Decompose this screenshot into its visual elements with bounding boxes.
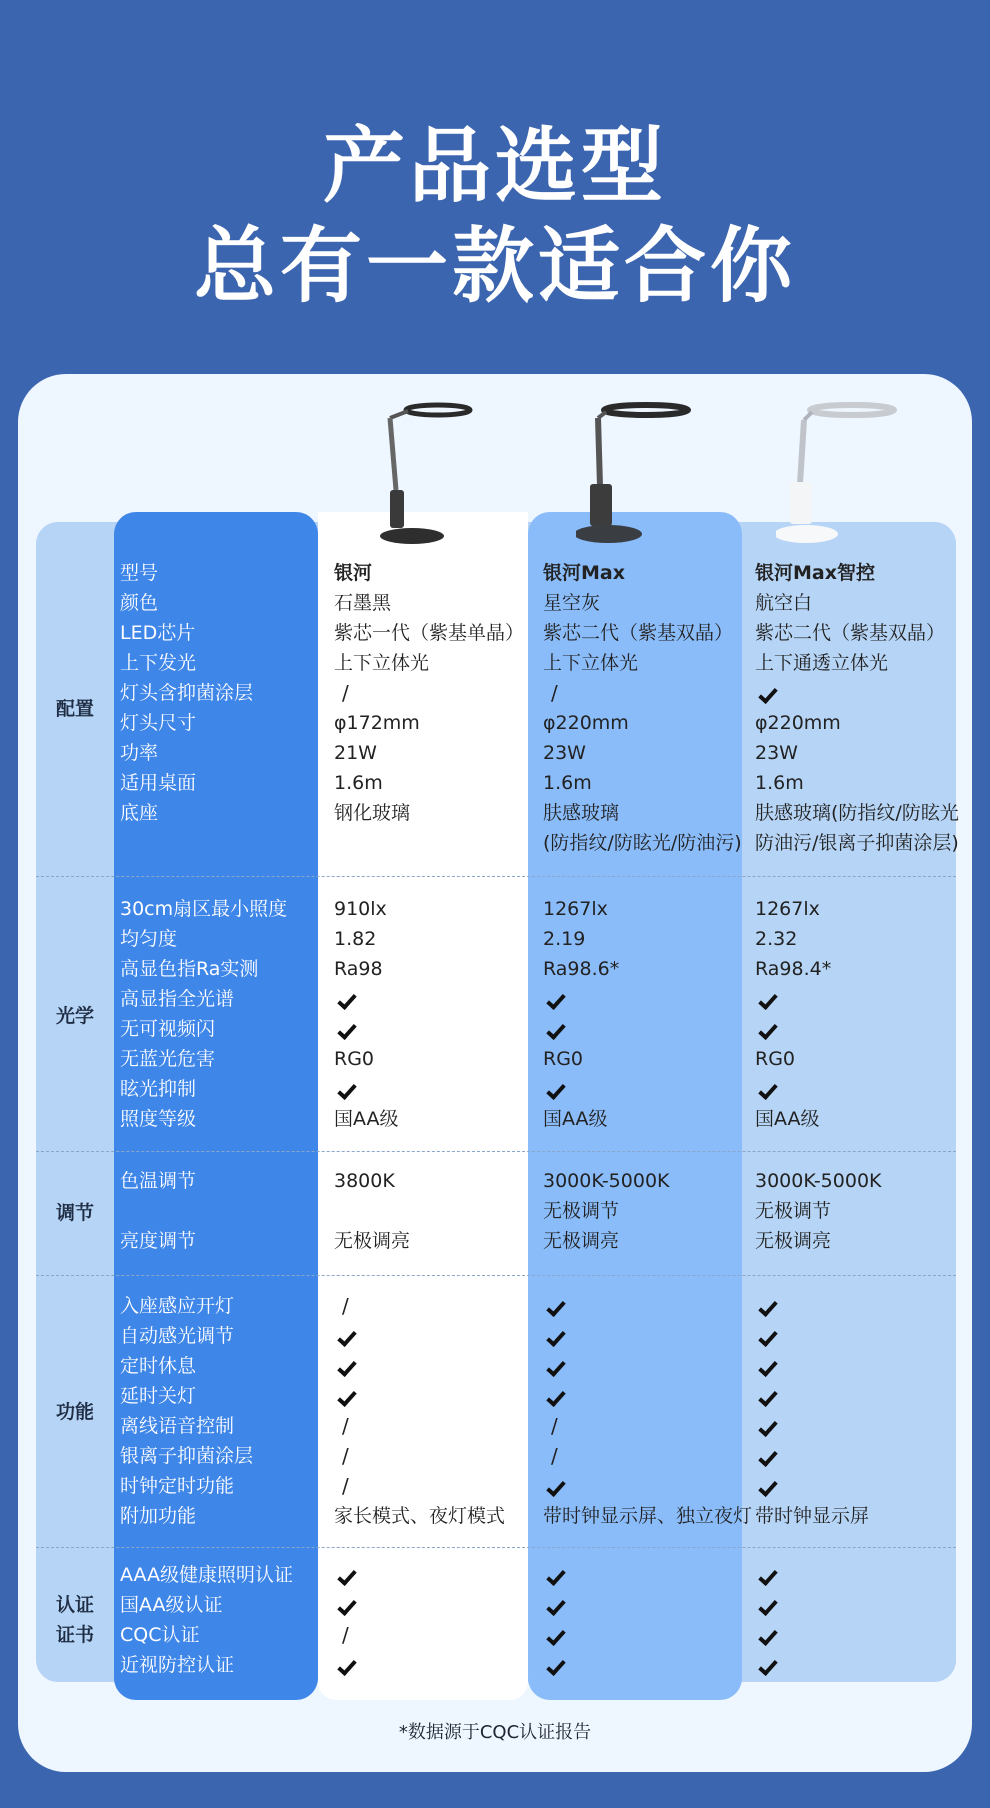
check-icon — [755, 984, 777, 1014]
row-label: CQC认证 — [120, 1624, 200, 1646]
not-available-mark: / — [551, 1414, 558, 1438]
spec-value: 带时钟显示屏、独立夜灯 — [543, 1505, 753, 1527]
check-icon — [543, 1074, 565, 1104]
row-label: 颜色 — [120, 592, 159, 614]
check-icon — [334, 1560, 356, 1590]
check-icon — [755, 1291, 777, 1321]
spec-value: 紫芯二代（紫基双晶） — [543, 622, 734, 644]
row-label: 高显色指Ra实测 — [120, 958, 259, 980]
check-icon — [334, 1590, 356, 1620]
spec-value: 国AA级 — [543, 1108, 608, 1130]
spec-value: 航空白 — [755, 592, 813, 614]
row-label: AAA级健康照明认证 — [120, 1564, 294, 1586]
spec-value: 国AA级 — [755, 1108, 820, 1130]
group-label: 配置 — [55, 697, 94, 720]
spec-value: 肤感玻璃(防指纹/防眩光 — [755, 802, 959, 824]
not-available-mark: / — [342, 1414, 349, 1438]
group-label: 认证 证书 — [55, 1594, 94, 1646]
spec-value: 21W — [334, 742, 377, 764]
check-icon — [543, 1471, 565, 1501]
spec-value: φ220mm — [755, 712, 841, 734]
not-available-mark: / — [342, 1623, 349, 1647]
check-icon — [334, 1650, 356, 1680]
check-icon — [755, 1321, 777, 1351]
row-label: 无可视频闪 — [120, 1018, 216, 1040]
check-icon — [543, 1351, 565, 1381]
spec-value: 23W — [755, 742, 798, 764]
spec-value: 肤感玻璃 — [543, 802, 620, 824]
row-label: 定时休息 — [120, 1355, 197, 1377]
spec-value: 23W — [543, 742, 586, 764]
spec-value: 2.19 — [543, 928, 586, 950]
spec-value: 1.6m — [543, 772, 592, 794]
row-label: 亮度调节 — [120, 1230, 197, 1252]
check-icon — [543, 1321, 565, 1351]
spec-value: 1.6m — [755, 772, 804, 794]
row-label: 底座 — [120, 802, 159, 824]
spec-value: 无极调亮 — [543, 1230, 620, 1252]
row-label: 色温调节 — [120, 1170, 197, 1192]
row-label: 适用桌面 — [120, 772, 197, 794]
spec-value: 无极调亮 — [755, 1230, 832, 1252]
lamp-image-gray — [576, 398, 706, 548]
spec-value: 无极调节 — [755, 1200, 832, 1222]
spec-value: 防油污/银离子抑菌涂层) — [755, 832, 959, 854]
spec-value: 1.82 — [334, 928, 377, 950]
check-icon — [755, 678, 777, 708]
check-icon — [755, 1411, 777, 1441]
not-available-mark: / — [551, 681, 558, 705]
row-label: 延时关灯 — [120, 1385, 197, 1407]
check-icon — [334, 1321, 356, 1351]
row-label: 国AA级认证 — [120, 1594, 223, 1616]
spec-value: 国AA级 — [334, 1108, 399, 1130]
spec-value: 紫芯二代（紫基双晶） — [755, 622, 946, 644]
page-subtitle: 总有一款适合你 — [193, 219, 796, 314]
spec-value: φ220mm — [543, 712, 629, 734]
group-label: 调节 — [55, 1201, 94, 1224]
row-label: 眩光抑制 — [120, 1078, 197, 1100]
spec-value: 3000K-5000K — [543, 1170, 670, 1192]
spec-value: 无极调亮 — [334, 1230, 411, 1252]
spec-value: (防指纹/防眩光/防油污) — [543, 832, 742, 854]
check-icon — [543, 984, 565, 1014]
spec-value: 1267lx — [755, 898, 820, 920]
check-icon — [755, 1014, 777, 1044]
row-label: 银离子抑菌涂层 — [120, 1445, 254, 1467]
group-divider — [36, 1547, 956, 1548]
check-icon — [755, 1590, 777, 1620]
row-label: 上下发光 — [120, 652, 197, 674]
lamp-image-white — [776, 398, 906, 548]
row-label: 自动感光调节 — [120, 1325, 235, 1347]
spec-value: Ra98.6* — [543, 958, 620, 980]
not-available-mark: / — [551, 1444, 558, 1468]
check-icon — [543, 1381, 565, 1411]
check-icon — [755, 1351, 777, 1381]
row-label: 型号 — [120, 562, 159, 584]
row-label: 时钟定时功能 — [120, 1475, 235, 1497]
not-available-mark: / — [342, 1474, 349, 1498]
row-label: LED芯片 — [120, 622, 196, 644]
check-icon — [543, 1650, 565, 1680]
group-label: 功能 — [55, 1400, 94, 1423]
spec-value: 带时钟显示屏 — [755, 1505, 870, 1527]
check-icon — [543, 1590, 565, 1620]
product-name: 银河Max — [543, 562, 625, 584]
spec-value: 1.6m — [334, 772, 383, 794]
spec-value: Ra98 — [334, 958, 383, 980]
spec-value: φ172mm — [334, 712, 420, 734]
check-icon — [543, 1620, 565, 1650]
check-icon — [755, 1074, 777, 1104]
row-label: 附加功能 — [120, 1505, 197, 1527]
row-label: 离线语音控制 — [120, 1415, 235, 1437]
spec-value: 1267lx — [543, 898, 608, 920]
group-divider — [36, 1275, 956, 1276]
not-available-mark: / — [342, 1444, 349, 1468]
not-available-mark: / — [342, 681, 349, 705]
check-icon — [755, 1441, 777, 1471]
product-name: 银河 — [334, 562, 373, 584]
page-title: 产品选型 — [322, 119, 667, 214]
check-icon — [334, 984, 356, 1014]
check-icon — [543, 1291, 565, 1321]
check-icon — [755, 1381, 777, 1411]
product-name: 银河Max智控 — [755, 562, 875, 584]
spec-value: 紫芯一代（紫基单晶） — [334, 622, 525, 644]
spec-value: RG0 — [543, 1048, 584, 1070]
spec-value: 家长模式、夜灯模式 — [334, 1505, 506, 1527]
check-icon — [543, 1014, 565, 1044]
group-label: 光学 — [55, 1005, 94, 1027]
row-label: 均匀度 — [120, 928, 178, 950]
row-label: 灯头含抑菌涂层 — [120, 682, 254, 704]
check-icon — [334, 1381, 356, 1411]
spec-value: RG0 — [755, 1048, 796, 1070]
spec-value: 钢化玻璃 — [334, 802, 411, 824]
check-icon — [334, 1014, 356, 1044]
not-available-mark: / — [342, 1294, 349, 1318]
group-divider — [36, 876, 956, 877]
spec-value: 2.32 — [755, 928, 798, 950]
check-icon — [334, 1351, 356, 1381]
spec-value: 3800K — [334, 1170, 395, 1192]
row-label: 高显指全光谱 — [120, 988, 235, 1010]
row-label: 入座感应开灯 — [120, 1295, 235, 1317]
lamp-image-graphite — [378, 398, 498, 548]
group-divider — [36, 1151, 956, 1152]
row-label: 无蓝光危害 — [120, 1048, 216, 1070]
check-icon — [755, 1620, 777, 1650]
row-label: 近视防控认证 — [120, 1654, 235, 1676]
row-label: 照度等级 — [120, 1108, 197, 1130]
check-icon — [543, 1560, 565, 1590]
check-icon — [334, 1074, 356, 1104]
spec-value: 无极调节 — [543, 1200, 620, 1222]
row-label: 30cm扇区最小照度 — [120, 898, 288, 920]
spec-value: RG0 — [334, 1048, 375, 1070]
row-label: 灯头尺寸 — [120, 712, 197, 734]
spec-value: 910lx — [334, 898, 387, 920]
footnote: *数据源于CQC认证报告 — [398, 1722, 592, 1743]
spec-value: 上下通透立体光 — [755, 652, 889, 674]
spec-value: 星空灰 — [543, 592, 601, 614]
spec-value: 石墨黑 — [334, 592, 392, 614]
spec-value: 3000K-5000K — [755, 1170, 882, 1192]
row-label: 功率 — [120, 742, 159, 764]
spec-value: Ra98.4* — [755, 958, 832, 980]
check-icon — [755, 1650, 777, 1680]
check-icon — [755, 1560, 777, 1590]
check-icon — [755, 1471, 777, 1501]
spec-value: 上下立体光 — [543, 652, 639, 674]
spec-value: 上下立体光 — [334, 652, 430, 674]
